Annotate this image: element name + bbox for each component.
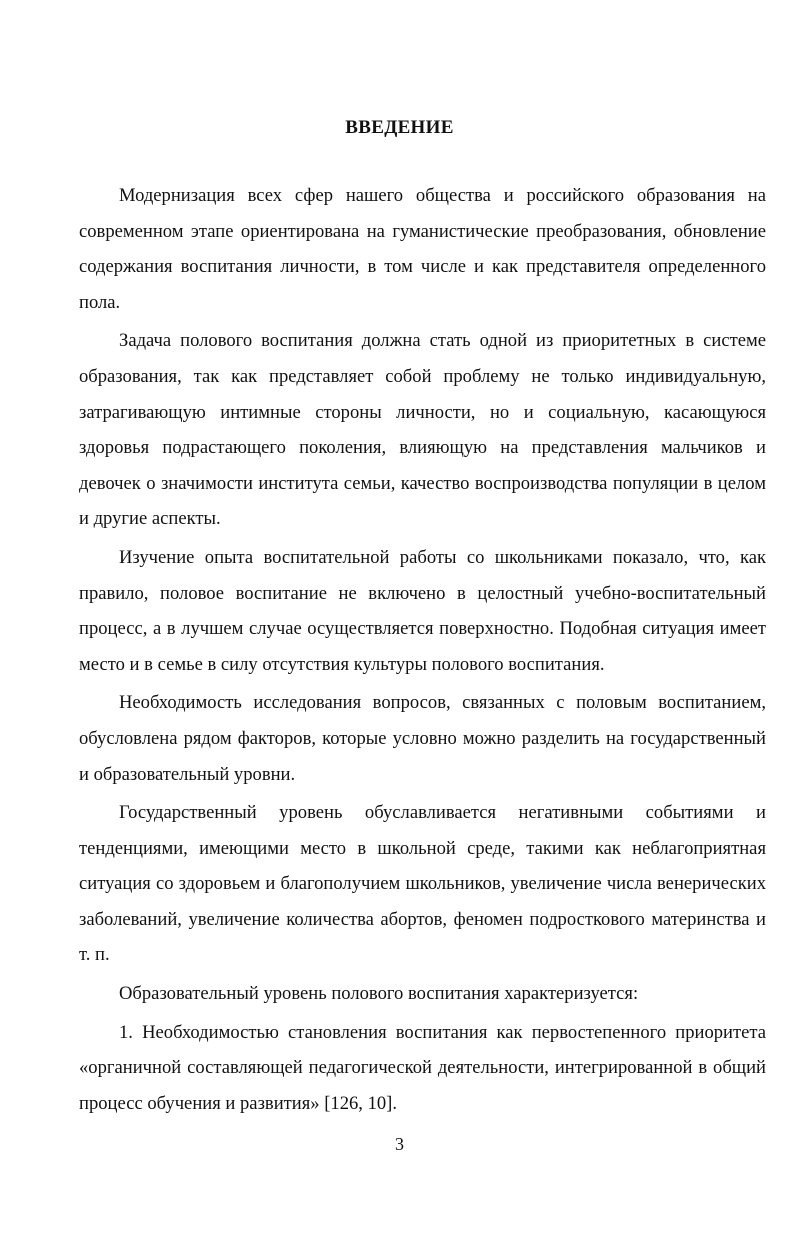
paragraph: 1. Необходимостью становления воспитания как первостепенного приоритета «органичной составляющей педагогической деятельности, интегрированной в общий процесс обучения и развития» [126, 10]. xyxy=(79,1021,766,1114)
page-title: ВВЕДЕНИЕ xyxy=(345,117,454,138)
paragraph: Образовательный уровень полового воспитания характеризуется: xyxy=(119,983,639,1005)
paragraph: Необходимость исследования вопросов, связанных с половым воспитанием, обусловлена рядом факторов, которые условно можно разделить на государственный и образовательный уровни. xyxy=(79,692,766,785)
page-number: 3 xyxy=(395,1134,404,1154)
body-text xyxy=(79,178,766,1121)
paragraph: Задача полового воспитания должна стать одной из приоритетных в системе образования, так как представляет собой проблему не только индивидуальную, затрагивающую интимные стороны личности, но и социальную, касающуюся здоровья подрастающего поколения, влияющую на представления мальчиков и девочек о значимости института семьи, качество воспроизводства популяции в целом и другие аспекты. xyxy=(79,330,766,530)
paragraph: Модернизация всех сфер нашего общества и российского образования на современном этапе ориентирована на гуманистические преобразования, обновление содержания воспитания личности, в том числе и как представителя определенного пола. xyxy=(79,185,766,313)
paragraph: Государственный уровень обуславливается негативными событиями и тенденциями, имеющими место в школьной среде, такими как неблагоприятная ситуация со здоровьем и благополучием школьников, увеличение числа венерических заболеваний, увеличение количества абортов, феномен подросткового материнства и т. п. xyxy=(79,802,766,966)
paragraph: Изучение опыта воспитательной работы со школьниками показало, что, как правило, половое воспитание не включено в целостный учебно-воспитательный процесс, а в лучшем случае осуществляется поверхностно. Подобная ситуация имеет место и в семье в силу отсутствия культуры полового воспитания. xyxy=(79,546,766,675)
